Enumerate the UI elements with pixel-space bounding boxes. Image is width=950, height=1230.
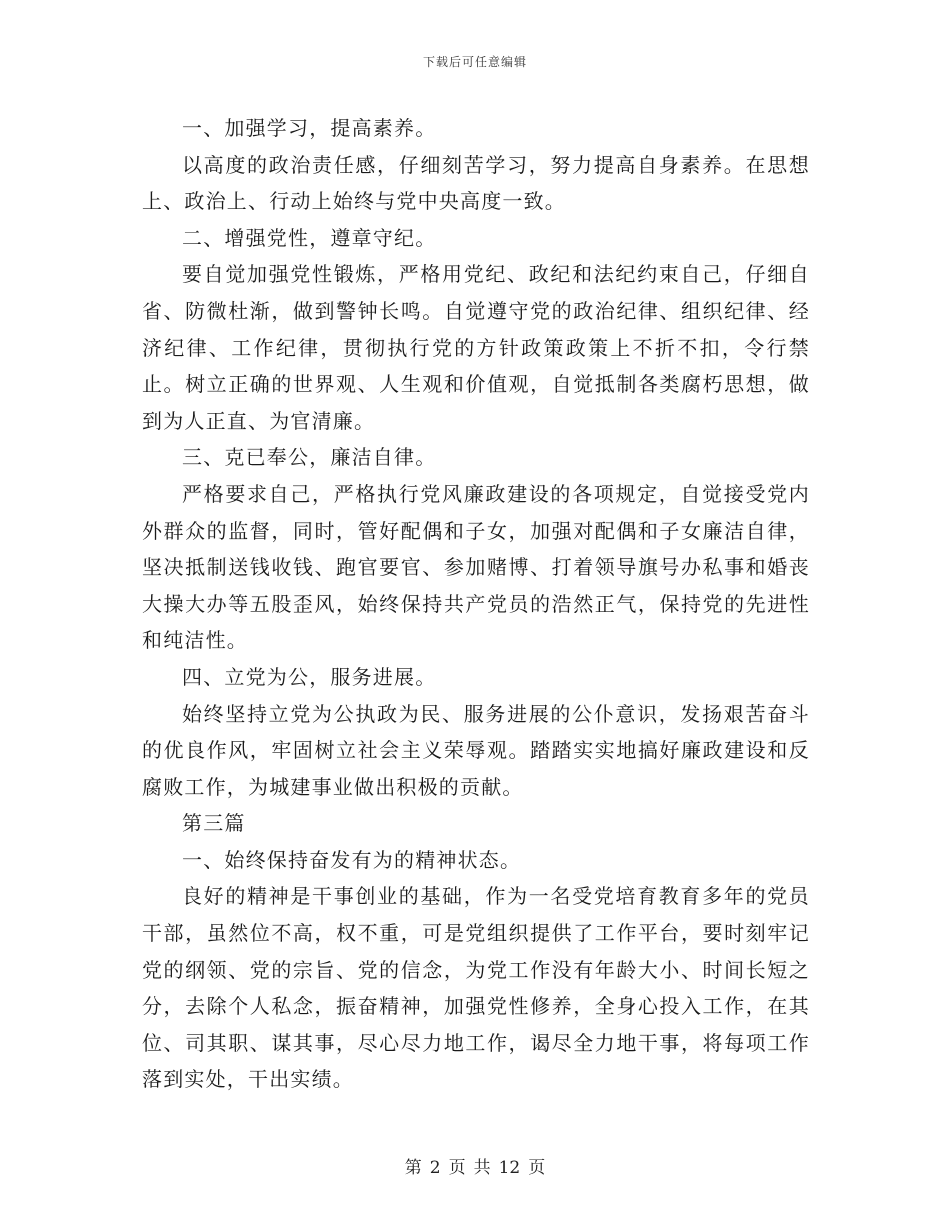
heading-section-2: 二、增强党性，遵章守纪。	[182, 225, 437, 250]
footer-total-label: 共	[473, 1158, 491, 1178]
paragraph-section-3: 严格要求自己，严格执行党风廉政建设的各项规定，自觉接受党内外群众的监督，同时，管好配偶和子女，加强对配偶和子女廉洁自律，坚决抵制送钱收钱、跑官要官、参加赌博、打着领导旗号办私事和婚丧大操大办等五股歪风，始终保持共产党员的浩然正气，保持党的先进性和纯洁性。	[142, 481, 810, 653]
footer-total-pages: 12	[498, 1158, 521, 1178]
paragraph-section-4: 始终坚持立党为公执政为民、服务进展的公仆意识，发扬艰苦奋斗的优良作风，牢固树立社会主义荣辱观。踏踏实实地搞好廉政建设和反腐败工作，为城建事业做出积极的贡献。	[142, 701, 810, 799]
heading-section-1: 一、加强学习，提高素养。	[182, 116, 437, 140]
footer-page-label: 第	[404, 1158, 422, 1178]
heading-section-3: 三、克已奉公，廉洁自律。	[182, 445, 437, 470]
page-header-note: 下载后可任意编辑	[422, 55, 527, 69]
footer-total-unit: 页	[528, 1158, 546, 1178]
footer-page-unit: 页	[448, 1158, 466, 1178]
heading-part3-section-1: 一、始终保持奋发有为的精神状态。	[182, 847, 522, 872]
document-body	[142, 110, 810, 1098]
footer-current-page: 2	[429, 1158, 441, 1178]
page-footer	[0, 1153, 950, 1178]
paragraph-section-1: 以高度的政治责任感，仔细刻苦学习，努力提高自身素养。在思想上、政治上、行动上始终与党中央高度一致。	[142, 152, 810, 214]
heading-section-4: 四、立党为公，服务进展。	[182, 664, 437, 689]
paragraph-section-2: 要自觉加强党性锻炼，严格用党纪、政纪和法纪约束自己，仔细自省、防微杜渐，做到警钟长鸣。自觉遵守党的政治纪律、组织纪律、经济纪律、工作纪律，贯彻执行党的方针政策政策上不折不扣，令行禁止。树立正确的世界观、人生观和价值观，自觉抵制各类腐朽思想，做到为人正直、为官清廉。	[142, 262, 810, 433]
part-heading: 第三篇	[182, 811, 246, 836]
paragraph-part3-section-1: 良好的精神是干事创业的基础，作为一名受党培育教育多年的党员干部，虽然位不高，权不重，可是党组织提供了工作平台，要时刻牢记党的纲领、党的宗旨、党的信念，为党工作没有年龄大小、时间长短之分，去除个人私念，振奋精神，加强党性修养，全身心投入工作，在其位、司其职、谋其事，尽心尽力地工作，谒尽全力地干事，将每项工作落到实处，干出实绩。	[142, 884, 810, 1092]
